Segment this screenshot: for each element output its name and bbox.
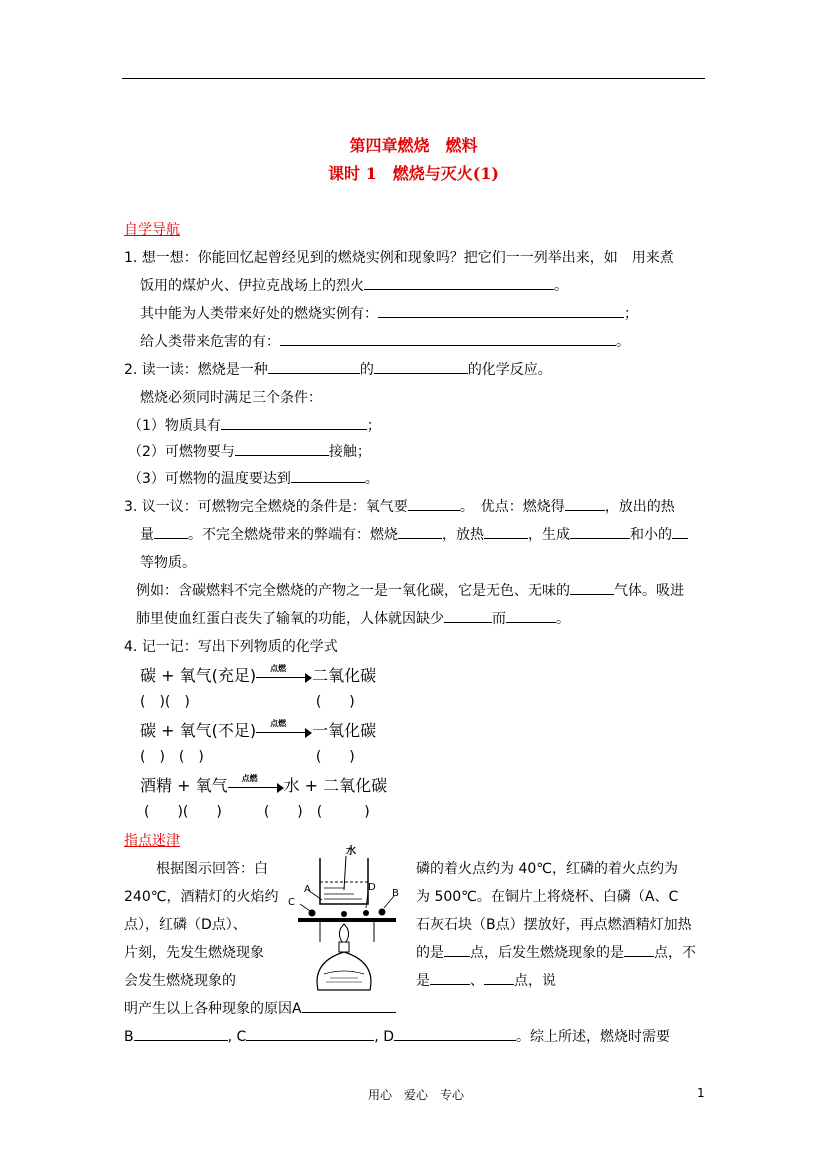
blank bbox=[246, 1026, 374, 1041]
guide-left-3: 点），红磷（D点）、 bbox=[124, 917, 247, 933]
copper-plate bbox=[298, 918, 396, 922]
blank bbox=[444, 942, 470, 957]
section-heading-guidance: 指点迷津 bbox=[124, 833, 180, 849]
reaction-arrow: 点燃 bbox=[228, 781, 284, 793]
guide-left-1: 根据图示回答：白 bbox=[156, 861, 268, 877]
sample-b bbox=[379, 909, 386, 916]
q3-line5: 肺里使血红蛋白丧失了输氧的功能，人体就因缺少 而 。 bbox=[136, 608, 570, 628]
label-d: D bbox=[368, 882, 376, 893]
q2-line2: 燃烧必须同时满足三个条件： bbox=[140, 390, 322, 406]
q1-line2: 饭用的煤炉火、伊拉克战场上的烈火 。 bbox=[140, 275, 568, 295]
combustion-experiment-figure bbox=[284, 842, 410, 992]
blank bbox=[134, 1026, 228, 1041]
lamp-wick-holder bbox=[339, 942, 349, 952]
guide-line-6: 明产生以上各种现象的原因A bbox=[124, 998, 396, 1018]
beaker-outline bbox=[320, 858, 368, 904]
guide-right-4: 的是 点，后发生燃烧现象的是 点，不 bbox=[416, 942, 696, 962]
q3-line4: 例如：含碳燃料不完全燃烧的产物之一是一氧化碳，它是无色、无味的 气体。吸进 bbox=[136, 580, 684, 600]
blank bbox=[374, 359, 468, 374]
blank bbox=[506, 608, 556, 623]
q2-cond3: （3）可燃物的温度要达到 。 bbox=[128, 468, 379, 488]
blank bbox=[570, 580, 614, 595]
q3-line3: 等物质。 bbox=[140, 555, 196, 571]
blank bbox=[430, 970, 470, 985]
label-c: C bbox=[288, 897, 295, 908]
blank bbox=[364, 275, 554, 290]
q2-line1: 2. 读一读：燃烧是一种 的 的化学反应。 bbox=[124, 359, 552, 379]
blank bbox=[378, 303, 624, 318]
blank bbox=[280, 331, 616, 346]
blank bbox=[154, 524, 188, 539]
guide-left-2: 240℃，酒精灯的火焰约 bbox=[124, 889, 279, 905]
reaction-arrow: 点燃 bbox=[256, 671, 312, 683]
guide-right-2: 为 500℃。在铜片上将烧杯、白磷（A、C bbox=[416, 889, 679, 905]
blank bbox=[302, 998, 396, 1013]
q1-line1: 1. 想一想：你能回忆起曾经见到的燃烧实例和现象吗？把它们一一列举出来，如 用来煮 bbox=[124, 250, 674, 266]
equation-1-formulas: ( )( ) ( ) bbox=[140, 694, 355, 710]
lesson-title: 课时 1 燃烧与灭火(1) bbox=[328, 164, 499, 183]
q3-line1: 3. 议一议：可燃物完全燃烧的条件是：氧气要 。 优点：燃烧得 ，放出的热 bbox=[124, 496, 675, 516]
label-b: B bbox=[392, 888, 399, 899]
page-number: 1 bbox=[697, 1086, 705, 1100]
blank bbox=[444, 608, 492, 623]
blank bbox=[624, 942, 654, 957]
guide-left-5: 会发生燃烧现象的 bbox=[124, 973, 236, 989]
blank bbox=[484, 524, 528, 539]
blank bbox=[291, 468, 365, 483]
blank bbox=[565, 496, 605, 511]
guide-right-1: 磷的着火点约为 40℃，红磷的着火点约为 bbox=[416, 861, 678, 877]
label-water: 水 bbox=[346, 846, 356, 857]
sample-d bbox=[363, 910, 369, 916]
equation-3: 酒精 + 氧气 点燃 水 + 二氧化碳 bbox=[140, 773, 388, 795]
blank bbox=[570, 524, 630, 539]
equation-1: 碳 + 氧气(充足) 点燃 二氧化碳 bbox=[140, 663, 377, 685]
chapter-title: 第四章燃烧 燃料 bbox=[349, 136, 478, 155]
blank bbox=[235, 441, 329, 456]
equation-2-formulas: ( ) ( ) ( ) bbox=[140, 749, 355, 765]
blank bbox=[672, 524, 688, 539]
guide-line-7: B , C , D 。综上所述，燃烧时需要 bbox=[124, 1026, 670, 1046]
blank bbox=[484, 970, 514, 985]
label-a: A bbox=[304, 884, 311, 895]
blank bbox=[221, 415, 367, 430]
section-heading-self-study: 自学导航 bbox=[124, 222, 180, 238]
q2-cond2: （2）可燃物要与 接触； bbox=[128, 441, 371, 461]
flame bbox=[339, 924, 348, 942]
footer-motto: 用心 爱心 专心 bbox=[368, 1088, 465, 1102]
blank bbox=[268, 359, 360, 374]
q4-heading: 4. 记一记：写出下列物质的化学式 bbox=[124, 639, 338, 655]
guide-right-5: 是 、 点，说 bbox=[416, 970, 556, 990]
guide-right-3: 石灰石块（B点）摆放好，再点燃酒精灯加热 bbox=[416, 917, 692, 933]
q1-line3: 其中能为人类带来好处的燃烧实例有： ； bbox=[140, 303, 638, 323]
blank bbox=[398, 524, 442, 539]
q2-cond1: （1）物质具有 ； bbox=[128, 415, 381, 435]
header-rule bbox=[122, 78, 705, 79]
q3-line2: 量 。不完全燃烧带来的弊端有：燃烧 ，放热 ，生成 和小的 bbox=[140, 524, 688, 544]
guide-left-4: 片刻，先发生燃烧现象 bbox=[124, 945, 264, 961]
blank bbox=[408, 496, 460, 511]
sample-a bbox=[341, 911, 347, 917]
equation-2: 碳 + 氧气(不足) 点燃 一氧化碳 bbox=[140, 718, 377, 740]
q1-line4: 给人类带来危害的有： 。 bbox=[140, 331, 630, 351]
reaction-arrow: 点燃 bbox=[256, 726, 312, 738]
equation-3-formulas: ( )( ) ( ) ( ) bbox=[144, 804, 370, 820]
blank bbox=[394, 1026, 516, 1041]
